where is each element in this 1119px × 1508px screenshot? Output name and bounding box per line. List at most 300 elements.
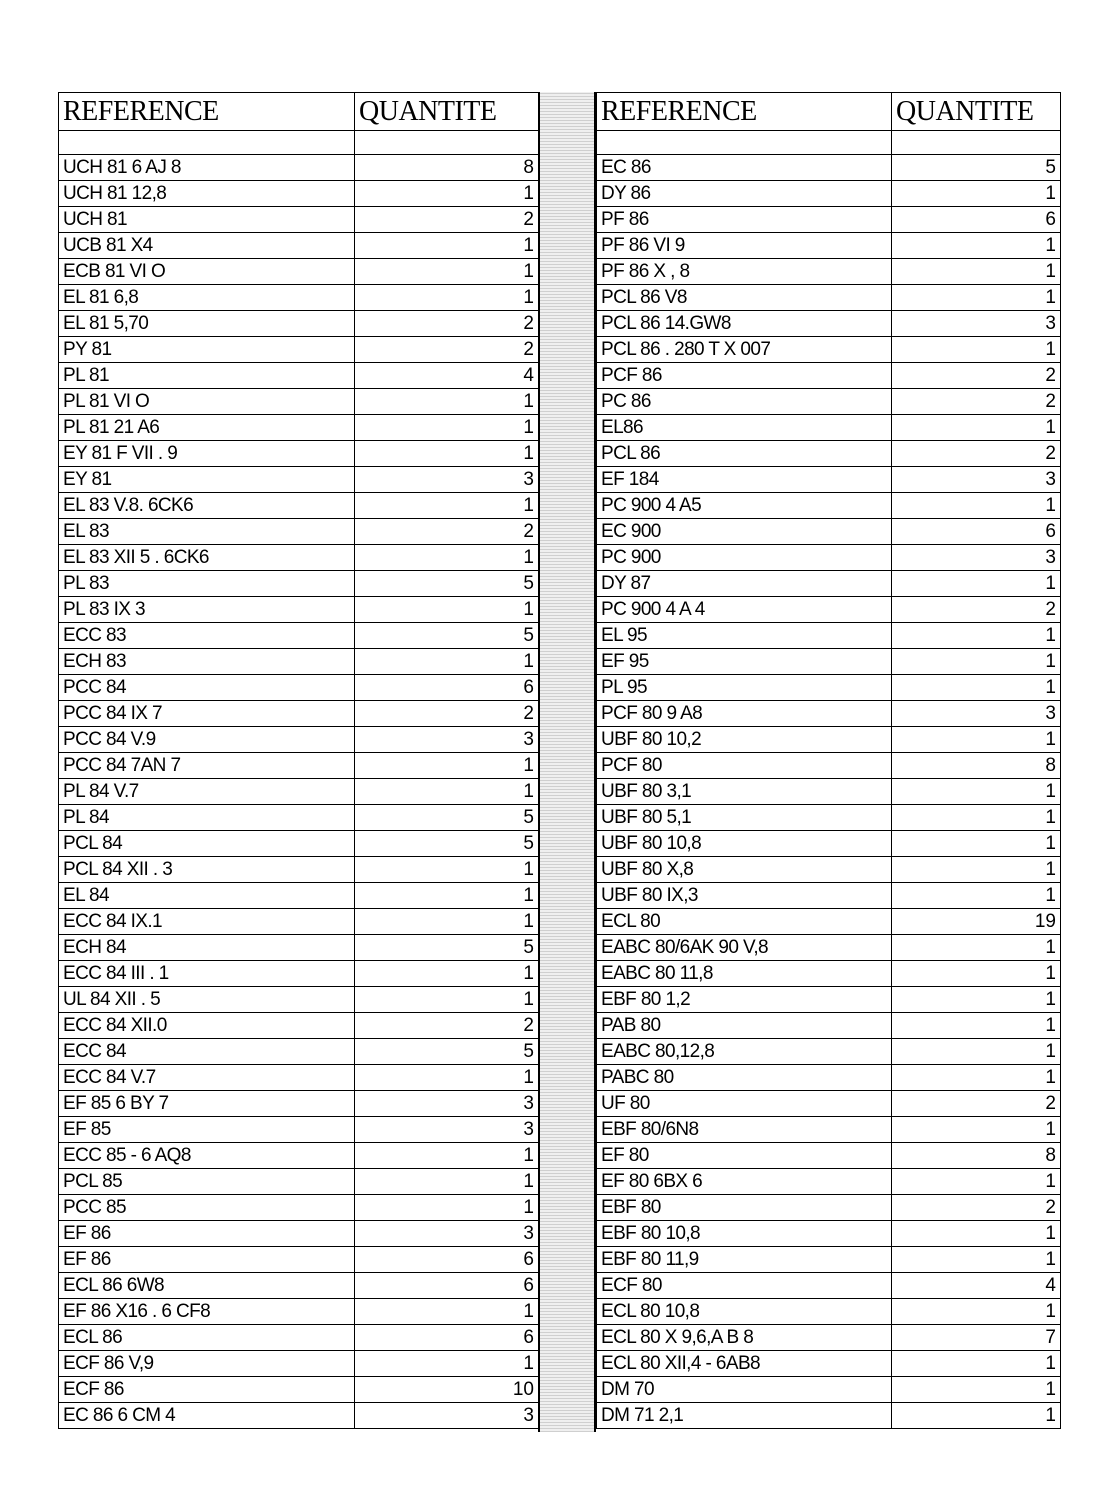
- left-quantite-header: QUANTITE: [355, 93, 539, 131]
- table-row: [59, 701, 539, 727]
- reference-cell: ECC 84 IX.1: [59, 909, 355, 935]
- table-row: [597, 597, 1061, 623]
- table-row: [597, 311, 1061, 337]
- table-row: [597, 1039, 1061, 1065]
- quantity-cell: 2: [892, 363, 1061, 389]
- reference-cell: PC 900 4 A5: [597, 493, 892, 519]
- table-row: [59, 753, 539, 779]
- table-row: [597, 779, 1061, 805]
- reference-cell: ECF 80: [597, 1273, 892, 1299]
- reference-cell: ECL 80 XII,4 - 6AB8: [597, 1351, 892, 1377]
- table-row: [59, 1299, 539, 1325]
- right-blank-row: [597, 131, 1061, 155]
- table-row: [59, 831, 539, 857]
- table-row: [597, 1091, 1061, 1117]
- quantity-cell: 3: [355, 1221, 539, 1247]
- table-row: [597, 1221, 1061, 1247]
- table-row: [59, 1013, 539, 1039]
- reference-cell: EL 83: [59, 519, 355, 545]
- quantity-cell: 1: [892, 233, 1061, 259]
- reference-cell: PCL 86 14.GW8: [597, 311, 892, 337]
- table-row: [597, 1325, 1061, 1351]
- reference-cell: ECC 84: [59, 1039, 355, 1065]
- table-row: [59, 207, 539, 233]
- quantity-cell: 1: [355, 1195, 539, 1221]
- quantity-cell: 1: [892, 649, 1061, 675]
- quantity-cell: 2: [355, 1013, 539, 1039]
- quantity-cell: 1: [355, 987, 539, 1013]
- table-row: [59, 1117, 539, 1143]
- reference-cell: PC 900 4 A 4: [597, 597, 892, 623]
- quantity-cell: 3: [892, 545, 1061, 571]
- table-row: [597, 259, 1061, 285]
- quantity-cell: 6: [355, 1273, 539, 1299]
- reference-cell: PL 83 IX 3: [59, 597, 355, 623]
- reference-cell: DY 86: [597, 181, 892, 207]
- reference-cell: UCH 81: [59, 207, 355, 233]
- reference-cell: PF 86 VI 9: [597, 233, 892, 259]
- reference-cell: UBF 80 10,8: [597, 831, 892, 857]
- quantity-cell: 1: [892, 1169, 1061, 1195]
- reference-cell: PCF 80: [597, 753, 892, 779]
- quantity-cell: 5: [355, 571, 539, 597]
- quantity-cell: 8: [892, 753, 1061, 779]
- reference-cell: EBF 80: [597, 1195, 892, 1221]
- quantity-cell: 1: [355, 545, 539, 571]
- reference-cell: PCC 84 IX 7: [59, 701, 355, 727]
- reference-cell: EABC 80 11,8: [597, 961, 892, 987]
- quantity-cell: 2: [355, 311, 539, 337]
- table-row: [597, 337, 1061, 363]
- right-header-row: [597, 93, 1061, 131]
- quantity-cell: 2: [892, 597, 1061, 623]
- reference-cell: UBF 80 10,2: [597, 727, 892, 753]
- reference-cell: EL 83 XII 5 . 6CK6: [59, 545, 355, 571]
- reference-cell: EBF 80/6N8: [597, 1117, 892, 1143]
- quantity-cell: 1: [892, 883, 1061, 909]
- reference-cell: PCC 84: [59, 675, 355, 701]
- table-row: [59, 1065, 539, 1091]
- table-row: [59, 1169, 539, 1195]
- quantity-cell: 3: [892, 467, 1061, 493]
- table-row: [59, 1143, 539, 1169]
- right-table: [596, 92, 1061, 1429]
- quantity-cell: 1: [355, 1299, 539, 1325]
- table-row: [597, 233, 1061, 259]
- reference-cell: EL 81 5,70: [59, 311, 355, 337]
- quantity-cell: 1: [355, 441, 539, 467]
- quantity-cell: 5: [355, 805, 539, 831]
- quantity-cell: 6: [355, 1247, 539, 1273]
- table-row: [597, 441, 1061, 467]
- quantity-cell: 2: [892, 441, 1061, 467]
- quantity-cell: 1: [355, 1143, 539, 1169]
- table-row: [59, 1091, 539, 1117]
- quantity-cell: 1: [355, 285, 539, 311]
- table-row: [597, 467, 1061, 493]
- quantity-cell: 1: [892, 857, 1061, 883]
- reference-cell: EY 81: [59, 467, 355, 493]
- reference-cell: PABC 80: [597, 1065, 892, 1091]
- table-row: [597, 753, 1061, 779]
- quantity-cell: 1: [355, 857, 539, 883]
- reference-cell: PCL 84 XII . 3: [59, 857, 355, 883]
- quantity-cell: 1: [355, 415, 539, 441]
- table-row: [597, 805, 1061, 831]
- quantity-cell: 1: [355, 389, 539, 415]
- quantity-cell: 3: [892, 311, 1061, 337]
- left-table: [58, 92, 539, 1429]
- quantity-cell: 1: [892, 337, 1061, 363]
- quantity-cell: 1: [892, 935, 1061, 961]
- table-row: [59, 1351, 539, 1377]
- table-row: [59, 623, 539, 649]
- left-header-row: [59, 93, 539, 131]
- reference-cell: ECC 83: [59, 623, 355, 649]
- table-row: [59, 909, 539, 935]
- table-row: [597, 727, 1061, 753]
- reference-cell: UCH 81 6 AJ 8: [59, 155, 355, 181]
- quantity-cell: 6: [355, 675, 539, 701]
- quantity-cell: 1: [892, 1377, 1061, 1403]
- reference-cell: PCL 86 V8: [597, 285, 892, 311]
- quantity-cell: 1: [892, 181, 1061, 207]
- quantity-cell: 2: [355, 701, 539, 727]
- table-row: [59, 987, 539, 1013]
- quantity-cell: 1: [892, 1299, 1061, 1325]
- reference-cell: UCH 81 12,8: [59, 181, 355, 207]
- reference-cell: ECH 84: [59, 935, 355, 961]
- quantity-cell: 1: [892, 1403, 1061, 1429]
- table-row: [59, 1247, 539, 1273]
- quantity-cell: 1: [355, 597, 539, 623]
- quantity-cell: 1: [355, 493, 539, 519]
- reference-cell: UBF 80 IX,3: [597, 883, 892, 909]
- reference-cell: EABC 80/6AK 90 V,8: [597, 935, 892, 961]
- quantity-cell: 1: [892, 493, 1061, 519]
- reference-cell: EBF 80 1,2: [597, 987, 892, 1013]
- reference-cell: DM 71 2,1: [597, 1403, 892, 1429]
- reference-cell: UBF 80 X,8: [597, 857, 892, 883]
- quantity-cell: 1: [892, 1221, 1061, 1247]
- table-row: [59, 545, 539, 571]
- table-row: [59, 935, 539, 961]
- reference-cell: PCF 80 9 A8: [597, 701, 892, 727]
- table-row: [597, 1013, 1061, 1039]
- table-row: [59, 415, 539, 441]
- reference-cell: DM 70: [597, 1377, 892, 1403]
- table-row: [59, 571, 539, 597]
- table-row: [597, 1143, 1061, 1169]
- table-row: [59, 155, 539, 181]
- reference-cell: EABC 80,12,8: [597, 1039, 892, 1065]
- reference-cell: PCL 86: [597, 441, 892, 467]
- table-row: [597, 545, 1061, 571]
- reference-cell: EF 80 6BX 6: [597, 1169, 892, 1195]
- reference-cell: PL 83: [59, 571, 355, 597]
- table-row: [597, 649, 1061, 675]
- quantity-cell: 4: [355, 363, 539, 389]
- table-row: [59, 467, 539, 493]
- quantity-cell: 1: [355, 181, 539, 207]
- reference-cell: UBF 80 3,1: [597, 779, 892, 805]
- reference-cell: EF 95: [597, 649, 892, 675]
- reference-cell: PL 84 V.7: [59, 779, 355, 805]
- quantity-cell: 10: [355, 1377, 539, 1403]
- reference-cell: EF 80: [597, 1143, 892, 1169]
- table-row: [597, 519, 1061, 545]
- quantity-cell: 1: [355, 1351, 539, 1377]
- reference-cell: EF 86 X16 . 6 CF8: [59, 1299, 355, 1325]
- reference-cell: ECL 80: [597, 909, 892, 935]
- table-row: [59, 1403, 539, 1429]
- table-row: [59, 779, 539, 805]
- quantity-cell: 1: [892, 259, 1061, 285]
- left-reference-header: REFERENCE: [59, 93, 355, 131]
- table-row: [597, 363, 1061, 389]
- reference-cell: PCF 86: [597, 363, 892, 389]
- table-row: [59, 649, 539, 675]
- table-row: [597, 285, 1061, 311]
- right-column: [596, 92, 1060, 1429]
- table-row: [59, 285, 539, 311]
- quantity-cell: 1: [892, 961, 1061, 987]
- table-row: [597, 415, 1061, 441]
- quantity-cell: 1: [355, 1169, 539, 1195]
- quantity-cell: 1: [355, 233, 539, 259]
- table-row: [59, 727, 539, 753]
- table-row: [597, 1065, 1061, 1091]
- reference-cell: EF 86: [59, 1221, 355, 1247]
- quantity-cell: 2: [892, 1091, 1061, 1117]
- quantity-cell: 3: [355, 727, 539, 753]
- reference-cell: PY 81: [59, 337, 355, 363]
- reference-cell: EY 81 F VII . 9: [59, 441, 355, 467]
- right-quantite-header: QUANTITE: [892, 93, 1061, 131]
- reference-cell: PL 84: [59, 805, 355, 831]
- quantity-cell: 7: [892, 1325, 1061, 1351]
- quantity-cell: 1: [892, 675, 1061, 701]
- quantity-cell: 3: [355, 1403, 539, 1429]
- reference-cell: EL 95: [597, 623, 892, 649]
- table-row: [59, 233, 539, 259]
- quantity-cell: 8: [892, 1143, 1061, 1169]
- quantity-cell: 1: [355, 961, 539, 987]
- table-row: [597, 623, 1061, 649]
- reference-cell: PCL 86 . 280 T X 007: [597, 337, 892, 363]
- reference-cell: PL 81 21 A6: [59, 415, 355, 441]
- table-row: [59, 1195, 539, 1221]
- table-row: [59, 1221, 539, 1247]
- quantity-cell: 8: [355, 155, 539, 181]
- quantity-cell: 1: [892, 805, 1061, 831]
- quantity-cell: 3: [355, 1117, 539, 1143]
- reference-cell: ECL 80 10,8: [597, 1299, 892, 1325]
- quantity-cell: 19: [892, 909, 1061, 935]
- quantity-cell: 5: [355, 1039, 539, 1065]
- quantity-cell: 1: [892, 1117, 1061, 1143]
- table-row: [59, 363, 539, 389]
- table-row: [59, 675, 539, 701]
- reference-cell: PAB 80: [597, 1013, 892, 1039]
- table-row: [59, 311, 539, 337]
- reference-cell: ECH 83: [59, 649, 355, 675]
- quantity-cell: 2: [892, 389, 1061, 415]
- reference-cell: EF 86: [59, 1247, 355, 1273]
- table-row: [597, 207, 1061, 233]
- quantity-cell: 1: [892, 987, 1061, 1013]
- reference-cell: EL 83 V.8. 6CK6: [59, 493, 355, 519]
- reference-cell: UCB 81 X4: [59, 233, 355, 259]
- quantity-cell: 1: [355, 779, 539, 805]
- table-row: [597, 155, 1061, 181]
- reference-cell: ECC 85 - 6 AQ8: [59, 1143, 355, 1169]
- quantity-cell: 1: [892, 623, 1061, 649]
- reference-cell: ECC 84 V.7: [59, 1065, 355, 1091]
- table-row: [597, 883, 1061, 909]
- reference-cell: ECC 84 XII.0: [59, 1013, 355, 1039]
- quantity-cell: 1: [892, 285, 1061, 311]
- quantity-cell: 6: [892, 207, 1061, 233]
- quantity-cell: 3: [892, 701, 1061, 727]
- table-row: [597, 1247, 1061, 1273]
- quantity-cell: 1: [355, 753, 539, 779]
- left-blank-row: [59, 131, 539, 155]
- shaded-divider: [538, 92, 596, 1432]
- reference-cell: EL 81 6,8: [59, 285, 355, 311]
- quantity-cell: 1: [892, 1039, 1061, 1065]
- quantity-cell: 1: [892, 779, 1061, 805]
- quantity-cell: 5: [355, 623, 539, 649]
- quantity-cell: 3: [355, 467, 539, 493]
- quantity-cell: 1: [892, 415, 1061, 441]
- table-row: [59, 1325, 539, 1351]
- reference-cell: PL 81: [59, 363, 355, 389]
- reference-cell: EF 85: [59, 1117, 355, 1143]
- reference-cell: PL 95: [597, 675, 892, 701]
- reference-cell: EL86: [597, 415, 892, 441]
- table-row: [59, 857, 539, 883]
- reference-cell: PF 86: [597, 207, 892, 233]
- table-row: [59, 1039, 539, 1065]
- table-row: [597, 1273, 1061, 1299]
- reference-cell: DY 87: [597, 571, 892, 597]
- reference-cell: EL 84: [59, 883, 355, 909]
- quantity-cell: 1: [355, 909, 539, 935]
- table-row: [597, 181, 1061, 207]
- quantity-cell: 6: [892, 519, 1061, 545]
- quantity-cell: 1: [892, 571, 1061, 597]
- reference-cell: PCC 84 V.9: [59, 727, 355, 753]
- reference-cell: PCL 84: [59, 831, 355, 857]
- reference-cell: PCL 85: [59, 1169, 355, 1195]
- reference-cell: ECF 86 V,9: [59, 1351, 355, 1377]
- table-row: [597, 1403, 1061, 1429]
- quantity-cell: 1: [892, 727, 1061, 753]
- quantity-cell: 1: [355, 1065, 539, 1091]
- reference-cell: UF 80: [597, 1091, 892, 1117]
- table-row: [59, 1377, 539, 1403]
- table-row: [597, 1169, 1061, 1195]
- quantity-cell: 2: [355, 519, 539, 545]
- reference-cell: PC 900: [597, 545, 892, 571]
- table-row: [59, 519, 539, 545]
- quantity-cell: 1: [892, 1351, 1061, 1377]
- reference-cell: PCC 85: [59, 1195, 355, 1221]
- quantity-cell: 1: [355, 649, 539, 675]
- reference-cell: ECL 80 X 9,6,A B 8: [597, 1325, 892, 1351]
- table-row: [597, 831, 1061, 857]
- quantity-cell: 4: [892, 1273, 1061, 1299]
- reference-cell: EC 900: [597, 519, 892, 545]
- quantity-cell: 1: [892, 1013, 1061, 1039]
- table-row: [597, 571, 1061, 597]
- table-row: [59, 597, 539, 623]
- quantity-cell: 5: [355, 935, 539, 961]
- reference-cell: ECB 81 VI O: [59, 259, 355, 285]
- quantity-cell: 6: [355, 1325, 539, 1351]
- table-row: [597, 909, 1061, 935]
- reference-cell: PL 81 VI O: [59, 389, 355, 415]
- reference-cell: PCC 84 7AN 7: [59, 753, 355, 779]
- quantity-cell: 2: [355, 207, 539, 233]
- table-row: [597, 987, 1061, 1013]
- reference-cell: ECF 86: [59, 1377, 355, 1403]
- table-row: [59, 441, 539, 467]
- quantity-cell: 1: [892, 1247, 1061, 1273]
- reference-cell: EC 86: [597, 155, 892, 181]
- reference-cell: ECC 84 III . 1: [59, 961, 355, 987]
- table-row: [597, 701, 1061, 727]
- quantity-cell: 1: [355, 883, 539, 909]
- quantity-cell: 5: [355, 831, 539, 857]
- left-column: [58, 92, 538, 1429]
- right-reference-header: REFERENCE: [597, 93, 892, 131]
- table-row: [59, 493, 539, 519]
- reference-cell: EBF 80 10,8: [597, 1221, 892, 1247]
- table-row: [59, 883, 539, 909]
- table-row: [597, 675, 1061, 701]
- table-row: [59, 389, 539, 415]
- reference-cell: EC 86 6 CM 4: [59, 1403, 355, 1429]
- table-row: [59, 337, 539, 363]
- table-row: [597, 493, 1061, 519]
- quantity-cell: 3: [355, 1091, 539, 1117]
- quantity-cell: 1: [892, 1065, 1061, 1091]
- table-row: [59, 805, 539, 831]
- reference-cell: ECL 86 6W8: [59, 1273, 355, 1299]
- reference-cell: UL 84 XII . 5: [59, 987, 355, 1013]
- reference-cell: EBF 80 11,9: [597, 1247, 892, 1273]
- table-row: [59, 181, 539, 207]
- table-row: [597, 1299, 1061, 1325]
- table-row: [597, 1117, 1061, 1143]
- table-row: [597, 389, 1061, 415]
- table-row: [597, 1351, 1061, 1377]
- table-row: [597, 1377, 1061, 1403]
- reference-cell: ECL 86: [59, 1325, 355, 1351]
- table-row: [59, 259, 539, 285]
- table-row: [59, 1273, 539, 1299]
- quantity-cell: 1: [892, 831, 1061, 857]
- table-row: [597, 1195, 1061, 1221]
- reference-cell: PF 86 X , 8: [597, 259, 892, 285]
- reference-cell: PC 86: [597, 389, 892, 415]
- reference-cell: EF 85 6 BY 7: [59, 1091, 355, 1117]
- table-row: [59, 961, 539, 987]
- table-row: [597, 935, 1061, 961]
- inventory-sheet: [58, 92, 1060, 1432]
